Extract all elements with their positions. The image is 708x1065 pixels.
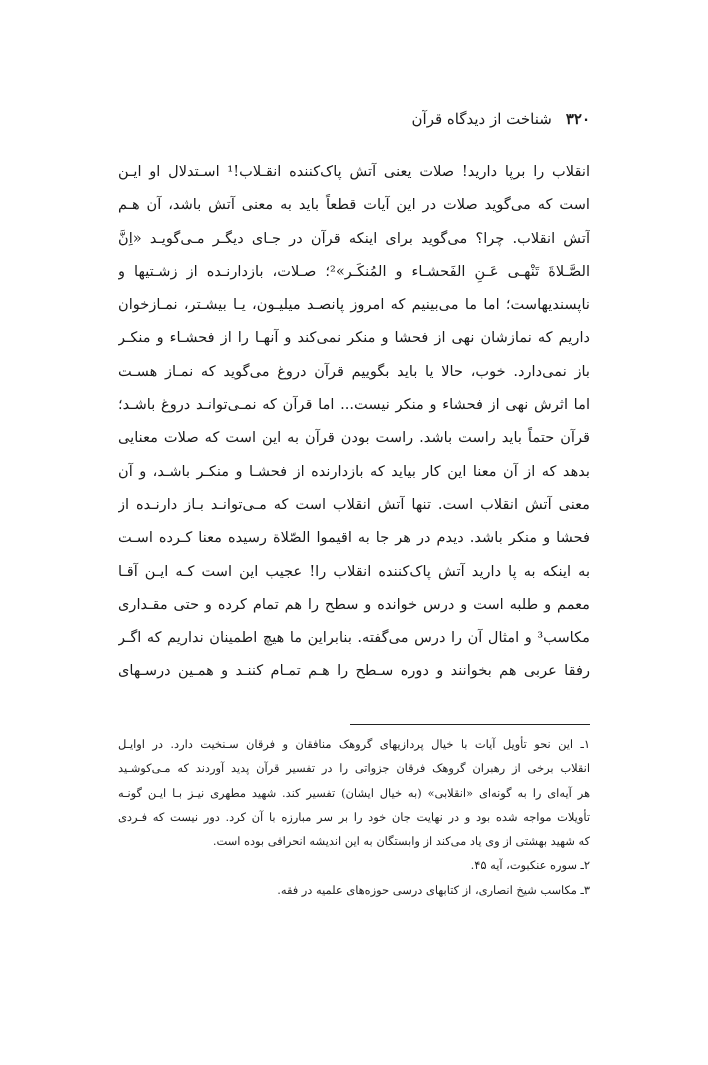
text-line: باز نمی‌دارد. خوب، حالا یا باید بگوییم قرآن دروغ می‌گوید که نمـاز هسـت: [118, 362, 590, 380]
page-number: ۳۲۰: [565, 110, 590, 128]
footnotes: [118, 732, 590, 902]
text-line: فحشا و منکر باشد. دیدم در هر جا به اقیموا الصّلاة رسیده معنا کـرده اسـت: [118, 529, 590, 547]
text-line: اما اثرش نهی از فحشاء و منکر نیست... اما قرآن که نمـی‌توانـد دروغ باشـد؛: [118, 396, 590, 414]
text-line: داریم که نمازشان نهی از فحشا و منکر نمی‌کند و آنهـا را از فحشـاء و منکـر: [118, 329, 590, 347]
text-line: الصَّـلاةَ تَنْهـی عَـنِ الفَحشـاء و المُنکَـر»²؛ صـلات، بازدارنـده از زشـتیها و: [118, 262, 590, 280]
footnote-line: که شهید بهشتی از وی یاد می‌کند از وابستگان به این اندیشه انحرافی بوده است.: [212, 834, 590, 849]
text-line: آتش انقلاب. چرا؟ می‌گوید برای اینکه قرآن در جـای دیگـر مـی‌گویـد «اِنَّ: [118, 229, 590, 247]
footnote-line: هر آیه‌ای را به گونه‌ای «انقلابی» (به خیال ایشان) تفسیر کند. شهید مطهری نیـز بـا ایـن گونـه: [118, 785, 590, 800]
footnote-divider: [350, 724, 590, 725]
footnote-2: ۲ـ سوره عنکبوت، آیه ۴۵.: [470, 858, 590, 873]
text-line: قرآن حتماً باید راست باشد. راست بودن قرآن به این است که صلات معنایی: [118, 429, 590, 447]
text-line: انقلاب را برپا دارید! صلات یعنی آتش پاک‌کننده انقـلاب!¹ اسـتدلال او ایـن: [118, 163, 590, 180]
footnote-line: تأویلات مواجه شده بود و در نهایت جان خود را بر سر مبارزه با آن کرد. دور نیست که فـردی: [118, 809, 590, 824]
main-text: [118, 155, 590, 688]
text-line: معمم و طلبه است و درس خوانده و سطح را هم تمام کرده و حتی مقـداری: [118, 595, 590, 613]
footnote-3: ۳ـ مکاسب شیخ انصاری، از کتابهای درسی حوزه‌های علمیه در فقه.: [277, 882, 590, 897]
text-line: است که می‌گوید صلات در این آیات قطعاً باید به معنی آتش باشد، آن هـم: [118, 196, 590, 214]
page-header: [412, 110, 590, 128]
text-line: معنی آتش انقلاب است. تنها آتش انقلاب است که مـی‌توانـد بـاز دارنـده از: [118, 495, 590, 513]
footnote-line: انقلاب برخی از رهبران گروهک فرقان جزواتی را در تفسیر قرآن پدید آوردند که مـی‌کوشـید: [118, 761, 590, 776]
text-line: رفقا عربی هم بخوانند و دوره سـطح را هـم تمـام کننـد و همـین درسـهای: [118, 662, 590, 680]
text-line: بدهد که از آن معنا این کار بیاید که بازدارنده از فحشـا و منکـر باشـد، و آن: [118, 462, 590, 480]
text-line: مکاسب³ و امثال آن را درس می‌گفته. بنابراین ما هیچ اطمینان نداریم که اگـر: [118, 629, 590, 647]
text-line: ناپسندیهاست؛ اما ما می‌بینیم که امروز پانصـد میلیـون، یـا بیشـتر، نمـازخوان: [118, 296, 590, 314]
running-title: شناخت از دیدگاه قرآن: [411, 110, 552, 128]
text-line: به اینکه به پا دارید آتش پاک‌کننده انقلاب را! عجیب این است کـه ایـن آقـا: [118, 562, 590, 580]
footnote-line: ۱ـ این نحو تأویل آیات با خیال پردازیهای گروهک منافقان و فرقان سـنخیت دارد. در اوایـل: [118, 737, 590, 751]
